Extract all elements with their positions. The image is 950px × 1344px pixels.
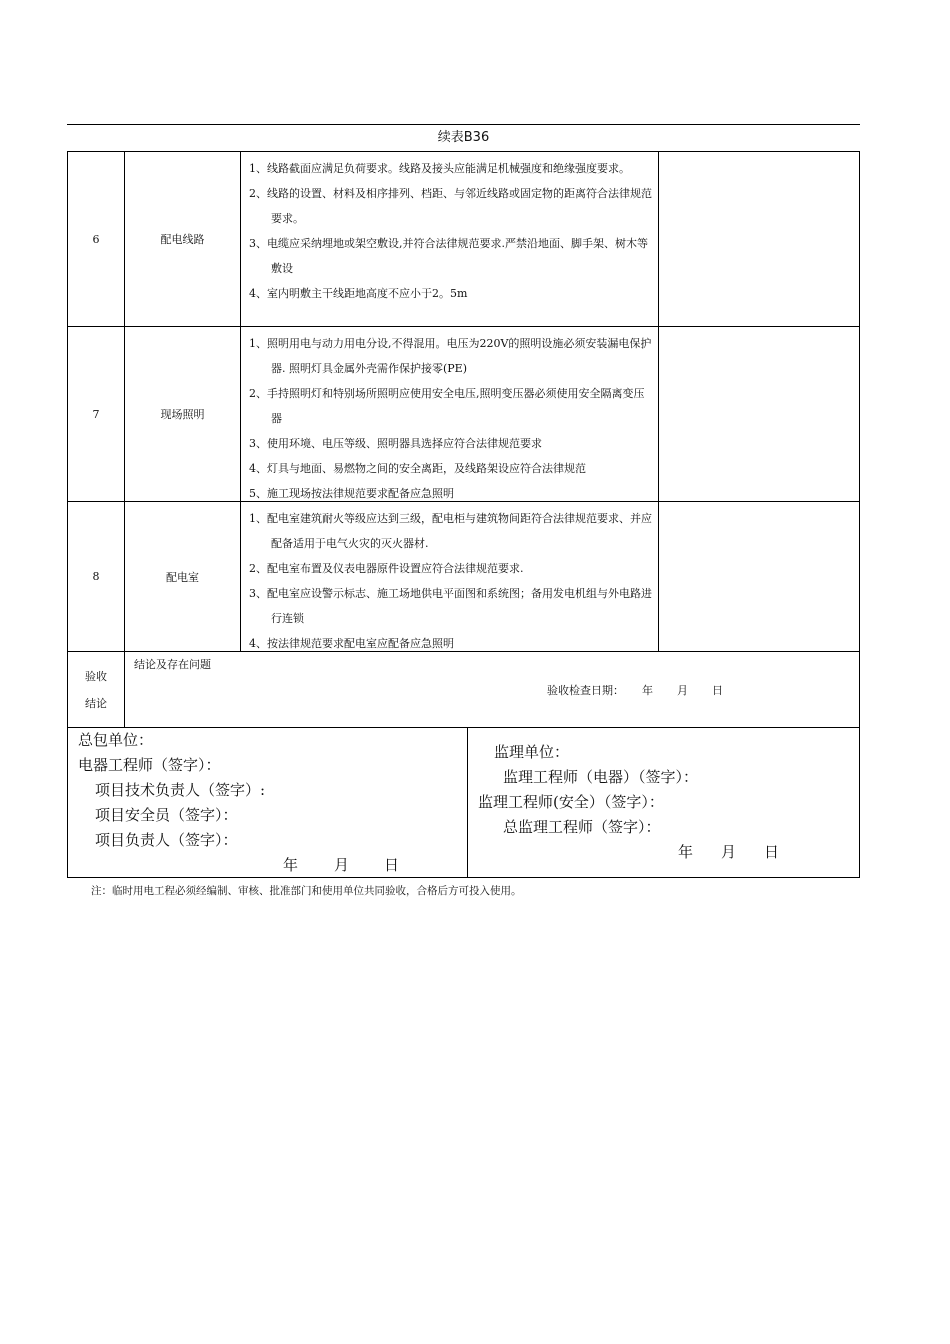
row-number: 7 bbox=[68, 327, 125, 501]
electrical-engineer-signature[interactable]: 电器工程师（签字）： bbox=[78, 756, 221, 774]
table-row bbox=[68, 152, 859, 327]
row-item-name: 现场照明 bbox=[125, 327, 241, 501]
acceptance-conclusion[interactable] bbox=[125, 652, 859, 727]
contractor-date-month: 月 bbox=[334, 856, 350, 874]
project-lead-signature[interactable]: 项目负责人（签字）： bbox=[95, 831, 238, 849]
header-rule bbox=[67, 124, 860, 125]
row-requirements bbox=[241, 502, 659, 651]
inspection-table bbox=[67, 151, 860, 878]
table-row bbox=[68, 327, 859, 502]
requirement-text: 5、施工现场按法律规范要求配备应急照明 bbox=[249, 487, 454, 500]
acceptance-label bbox=[68, 652, 125, 727]
row-requirements bbox=[241, 152, 659, 326]
supervisor-date-year: 年 bbox=[678, 843, 694, 861]
supervisor-signature-block bbox=[468, 728, 859, 877]
date-year: 年 bbox=[642, 684, 653, 697]
contractor-date-year: 年 bbox=[283, 856, 299, 874]
safety-officer-signature[interactable]: 项目安全员（签字）： bbox=[95, 806, 238, 824]
chief-supervisor-signature[interactable]: 总监理工程师（签字）： bbox=[503, 818, 661, 836]
electrical-supervisor-signature[interactable]: 监理工程师（电器）（签字）： bbox=[503, 768, 699, 786]
table-caption: 续表B36 bbox=[437, 130, 490, 145]
row-requirements bbox=[241, 327, 659, 501]
requirement-text: 3、配电室应设警示标志、施工场地供电平面图和系统图；备用发电机组与外电路进行连锁 bbox=[249, 587, 652, 625]
footnote: 注：临时用电工程必须经编制、审核、批准部门和使用单位共同验收，合格后方可投入使用。 bbox=[91, 885, 522, 897]
date-day: 日 bbox=[712, 684, 723, 697]
inspection-date-label: 验收检查日期： bbox=[547, 684, 624, 697]
row-number: 6 bbox=[68, 152, 125, 326]
requirement-text: 4、室内明敷主干线距地高度不应小于2。5m bbox=[249, 287, 468, 300]
acceptance-label-line: 结论 bbox=[85, 696, 107, 710]
date-month: 月 bbox=[677, 684, 688, 697]
requirement-text: 3、使用环境、电压等级、照明器具选择应符合法律规范要求 bbox=[249, 437, 542, 450]
contractor-unit: 总包单位： bbox=[78, 731, 154, 749]
inspection-date bbox=[547, 682, 723, 698]
row-number: 8 bbox=[68, 502, 125, 651]
requirement-text: 4、灯具与地面、易燃物之间的安全离距，及线路架设应符合法律规范 bbox=[249, 462, 586, 475]
requirement-text: 1、线路截面应满足负荷要求。线路及接头应能满足机械强度和绝缘强度要求。 bbox=[249, 162, 630, 175]
conclusion-title: 结论及存在问题 bbox=[134, 658, 211, 671]
requirement-text: 2、手持照明灯和特别场所照明应使用安全电压,照明变压器必须使用安全隔离变压器 bbox=[249, 387, 645, 425]
supervisor-date-month: 月 bbox=[721, 843, 737, 861]
supervisor-date-day: 日 bbox=[764, 843, 780, 861]
table-row bbox=[68, 502, 859, 652]
result-cell[interactable] bbox=[659, 152, 859, 326]
requirement-text: 3、电缆应采纳埋地或架空敷设,并符合法律规范要求.严禁沿地面、脚手架、树木等敷设 bbox=[249, 237, 648, 275]
tech-lead-signature[interactable]: 项目技术负责人（签字）: bbox=[95, 781, 266, 799]
requirement-text: 1、照明用电与动力用电分设,不得混用。电压为220V的照明设施必须安装漏电保护器. 照明灯具金属外壳需作保护接零(PE) bbox=[249, 337, 652, 375]
acceptance-row bbox=[68, 652, 859, 728]
row-item-name: 配电线路 bbox=[125, 152, 241, 326]
requirement-text: 4、按法律规范要求配电室应配备应急照明 bbox=[249, 637, 454, 650]
result-cell[interactable] bbox=[659, 502, 859, 651]
requirement-text: 2、配电室布置及仪表电器原件设置应符合法律规范要求. bbox=[249, 562, 524, 575]
acceptance-label-line: 验收 bbox=[85, 669, 107, 683]
contractor-date-day: 日 bbox=[384, 856, 400, 874]
row-item-name: 配电室 bbox=[125, 502, 241, 651]
requirement-text: 1、配电室建筑耐火等级应达到三级，配电柜与建筑物间距符合法律规范要求、并应配备适用于电气火灾的灭火器材. bbox=[249, 512, 652, 550]
requirement-text: 2、线路的设置、材料及相序排列、档距、与邻近线路或固定物的距离符合法律规范要求。 bbox=[249, 187, 652, 225]
safety-supervisor-signature[interactable]: 监理工程师(安全）（签字）： bbox=[478, 793, 664, 811]
contractor-signature-block bbox=[68, 728, 468, 877]
result-cell[interactable] bbox=[659, 327, 859, 501]
supervisor-unit: 监理单位： bbox=[494, 743, 570, 761]
